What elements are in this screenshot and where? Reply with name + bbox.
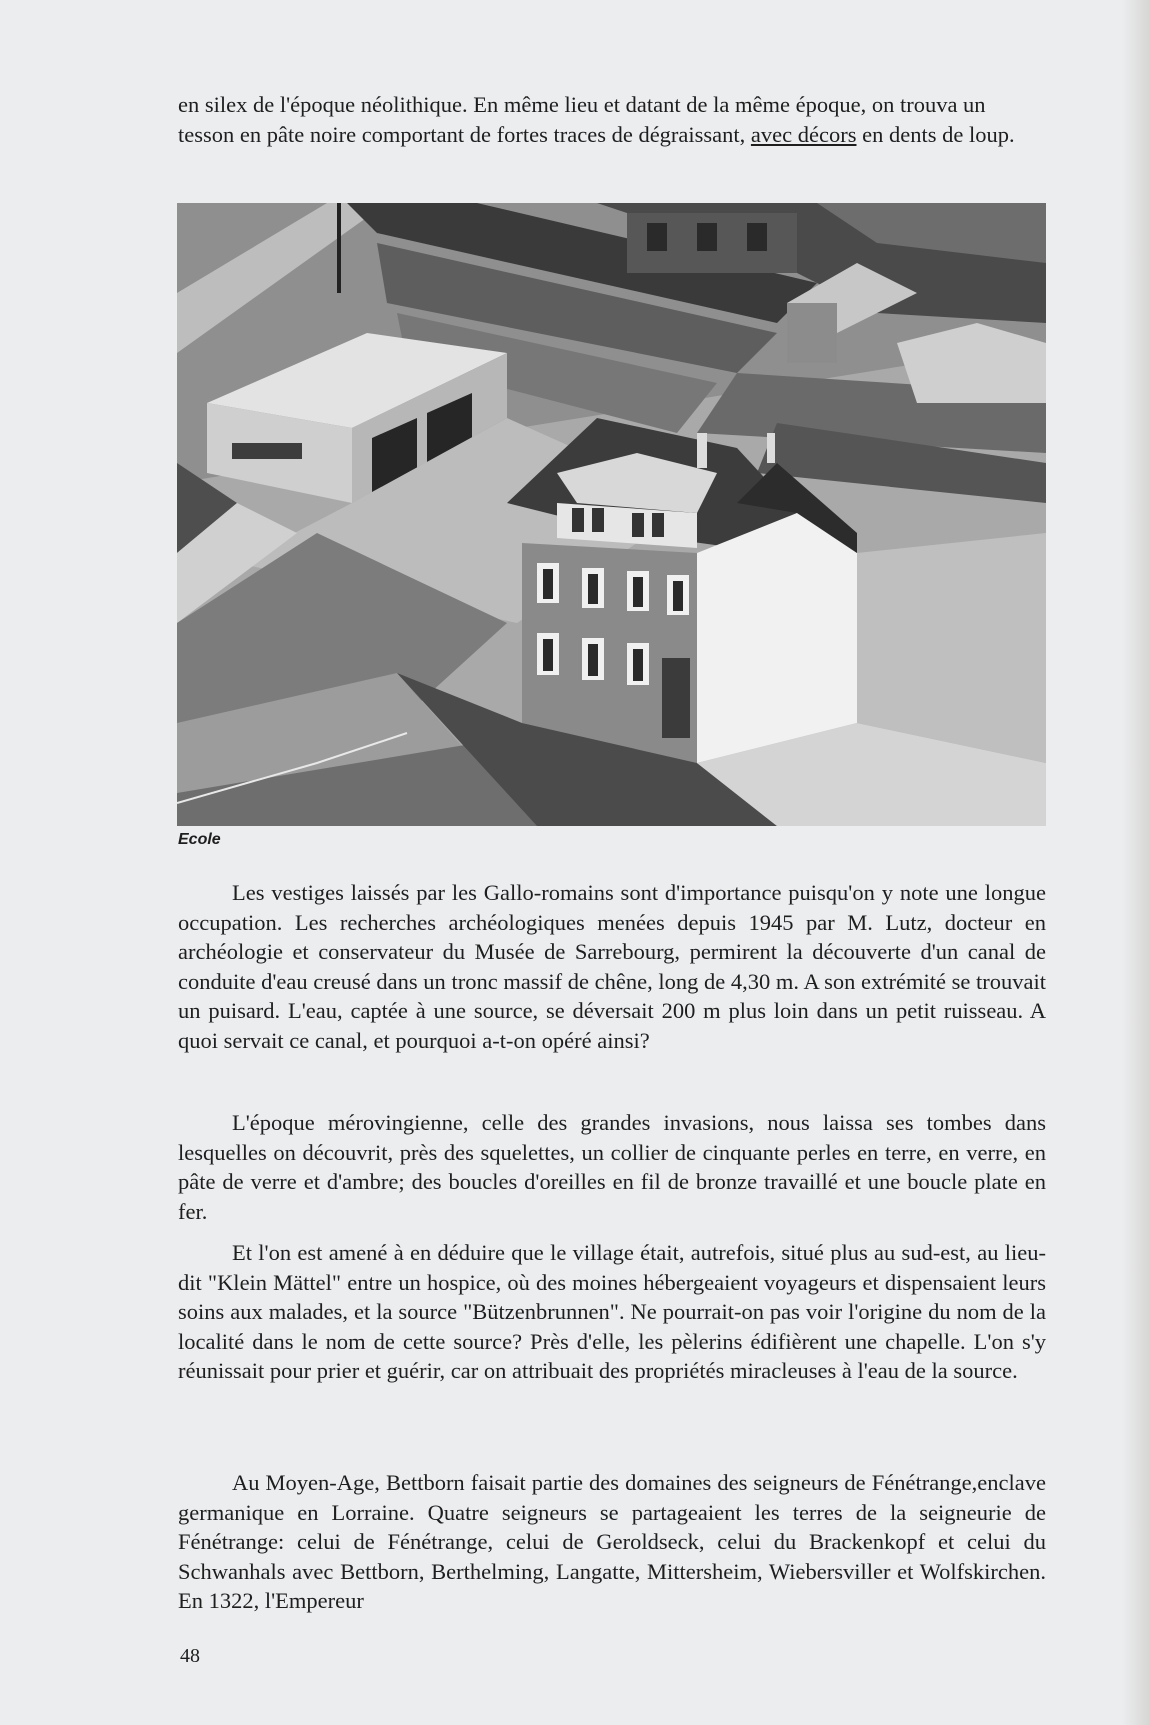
paragraph-merovingienne: L'époque mérovingienne, celle des grandes invasions, nous laissa ses tombes dans lesquelles on découvrit, près des squelettes, un collier de cinquante perles en terre, en verre, en pâte de verre et d'ambre; des boucles d'oreilles en fil de bronze travaillé et une boucle plate en fer. [178, 1110, 1046, 1224]
school-photo [177, 203, 1046, 826]
intro-text-end: en dents de loup. [856, 121, 1015, 147]
intro-text: en silex de l'époque néolithique. En même lieu et datant de la même époque, on trouva un tesson en pâte noire comportant de fortes traces de dégraissant, [178, 92, 986, 147]
school-building-photo-icon [177, 203, 1046, 826]
paragraph-gallo-romains: Les vestiges laissés par les Gallo-romains sont d'importance puisqu'on y note une longue occupation. Les recherches archéologiques menées depuis 1945 par M. Lutz, docteur en archéologie et conservateur du Musée de Sarrebourg, permirent la découverte d'un canal de conduite d'eau creusé dans un tronc massif de chêne, long de 4,30 m. A son extrémité se trouvait un puisard. L'eau, captée à une source, se déversait 200 m plus loin dans un petit ruisseau. A quoi servait ce canal, et pourquoi a-t-on opéré ainsi? [178, 880, 1046, 1053]
underlined-text: avec décors [750, 121, 857, 147]
photo-caption: Ecole [178, 831, 221, 848]
page-number: 48 [180, 1645, 200, 1667]
intro-paragraph [178, 90, 1046, 149]
paragraph-moyen-age: Au Moyen-Age, Bettborn faisait partie des domaines des seigneurs de Fénétrange,enclave germanique en Lorraine. Quatre seigneurs se partageaient les terres de la seigneurie de Fénétrange: celui de Fénétrange, celui de Geroldseck, celui du Brackenkopf et celui du Schwanhals avec Bettborn, Berthelming, Langatte, Mittersheim, Wiebersviller et Wolfskirchen. En 1322, l'Empereur [178, 1470, 1046, 1613]
paragraph-village: Et l'on est amené à en déduire que le village était, autrefois, situé plus au sud-est, au lieu-dit "Klein Mättel" entre un hospice, où des moines hébergeaient voyageurs et dispensaient leurs soins aux malades, et la source "Bützenbrunnen". Ne pourrait-on pas voir l'origine du nom de la localité dans le nom de cette source? Près d'elle, les pèlerins édifièrent une chapelle. L'on s'y réunissait pour prier et guérir, car on attribuait des propriétés miracleuses à l'eau de la source. [178, 1240, 1046, 1383]
